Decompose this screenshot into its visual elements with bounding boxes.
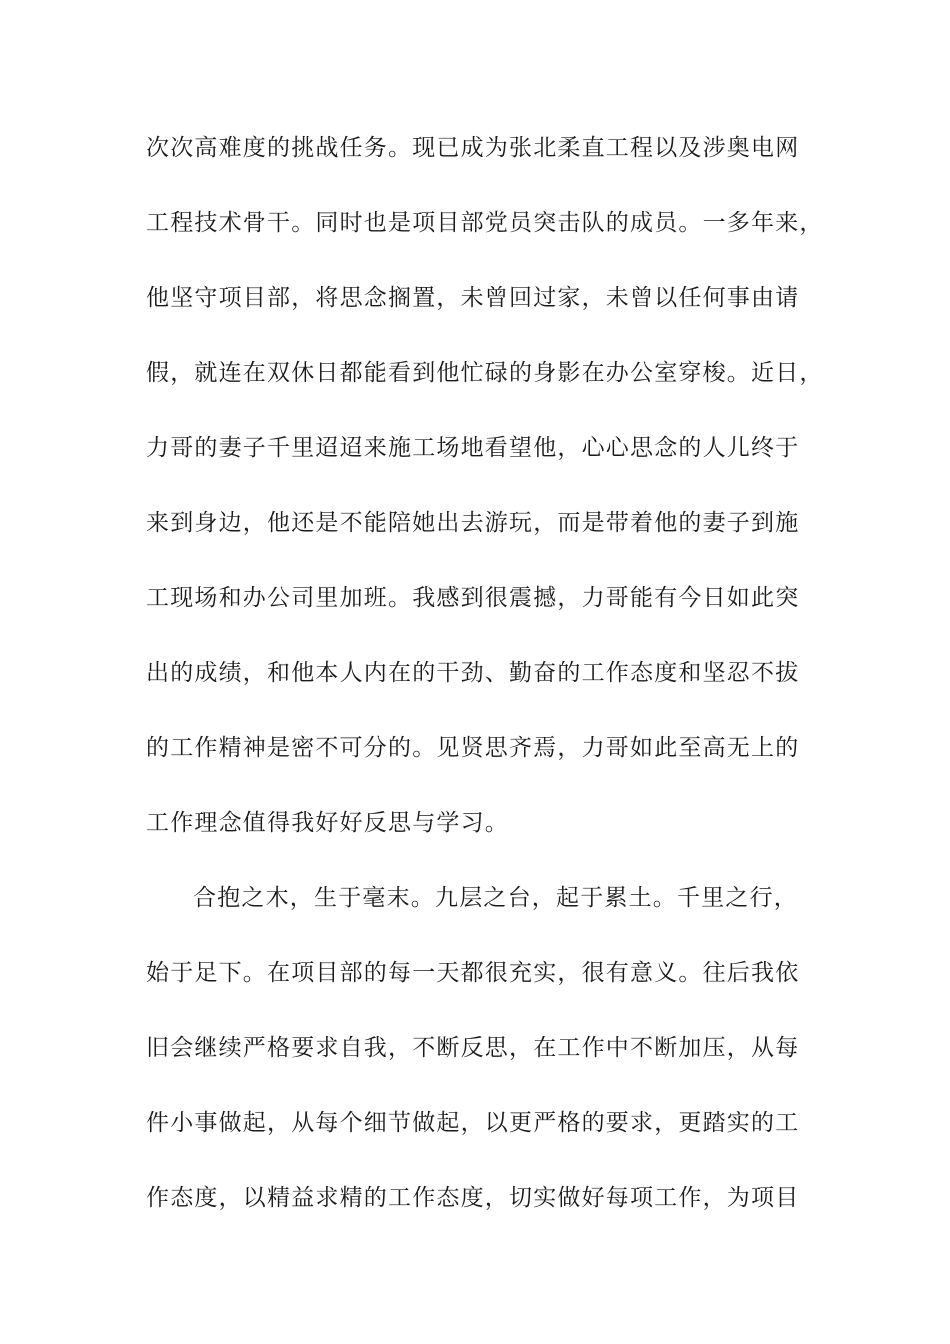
text-line: 工现场和办公司里加班。我感到很震撼，力哥能有今日如此突 (146, 585, 800, 611)
text-line: 出的成绩，和他本人内在的干劲、勤奋的工作态度和坚忍不拔 (146, 660, 800, 686)
text-line: 假，就连在双休日都能看到他忙碌的身影在办公室穿梭。近日， (146, 360, 824, 386)
text-line: 他坚守项目部，将思念搁置，未曾回过家，未曾以任何事由请 (146, 285, 800, 311)
text-line: 的工作精神是密不可分的。见贤思齐焉，力哥如此至高无上的 (146, 735, 800, 761)
text-line: 作态度，以精益求精的工作态度，切实做好每项工作，为项目 (146, 1185, 800, 1211)
paragraph-1 (146, 127, 824, 877)
text-line: 合抱之木，生于毫末。九层之台，起于累土。千里之行， (193, 885, 798, 911)
text-line: 工程技术骨干。同时也是项目部党员突击队的成员。一多年来， (146, 210, 824, 236)
text-line: 工作理念值得我好好反思与学习。 (146, 810, 509, 836)
text-line: 旧会继续严格要求自我，不断反思，在工作中不断加压，从每 (146, 1035, 800, 1061)
text-line: 来到身边，他还是不能陪她出去游玩，而是带着他的妻子到施 (146, 510, 800, 536)
text-line: 件小事做起，从每个细节做起，以更严格的要求，更踏实的工 (146, 1110, 800, 1136)
text-line: 始于足下。在项目部的每一天都很充实，很有意义。往后我依 (146, 960, 800, 986)
text-line: 力哥的妻子千里迢迢来施工场地看望他，心心思念的人儿终于 (146, 435, 800, 461)
paragraph-2 (146, 877, 806, 1252)
text-line: 次次高难度的挑战任务。现已成为张北柔直工程以及涉奥电网 (146, 135, 800, 161)
body-text (146, 127, 824, 1252)
